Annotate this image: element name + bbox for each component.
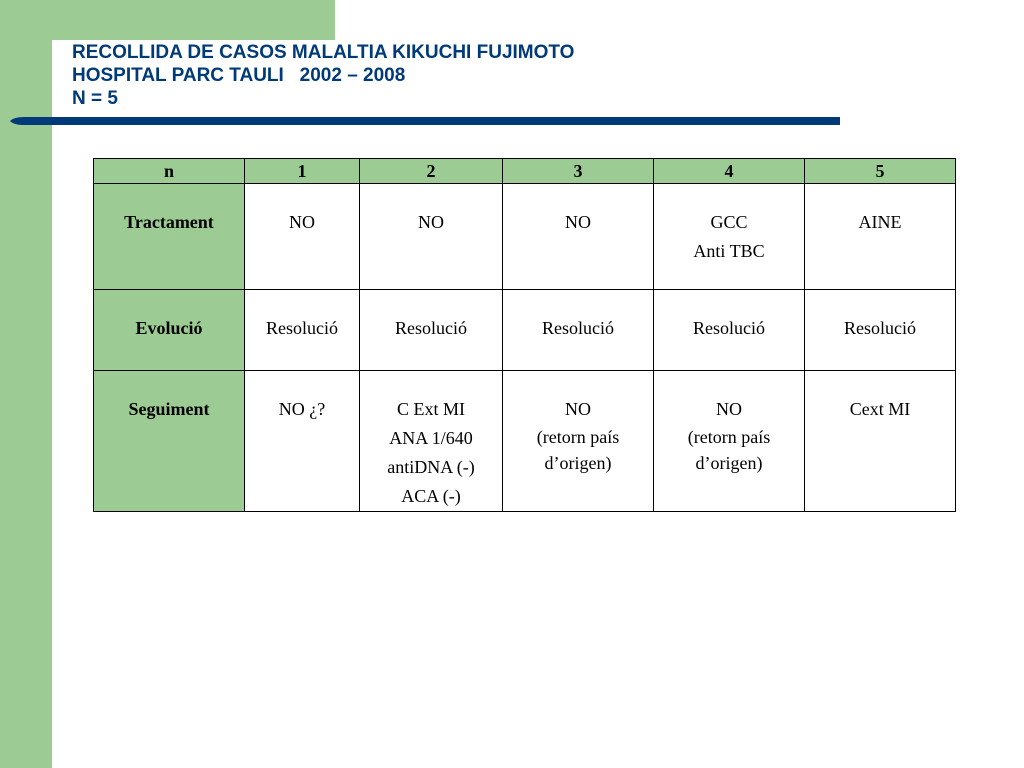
row-label-evolucio (94, 290, 245, 371)
table-row-evolucio (94, 290, 956, 371)
row-label-text: Evolució (135, 318, 203, 338)
table-cell (360, 290, 503, 371)
cell-line: antiDNA (-) (387, 457, 475, 477)
table-cell (654, 184, 805, 290)
table-cell (245, 290, 360, 371)
cell-line: Resolució (844, 318, 916, 338)
cell-line: NO (565, 212, 591, 232)
table-cell (360, 184, 503, 290)
cell-line: NO ¿? (278, 399, 326, 419)
table-cell (503, 184, 654, 290)
table-cell (360, 371, 503, 512)
cases-table (93, 158, 956, 512)
cell-line: (retorn país (687, 427, 771, 447)
title-line-3: N = 5 (72, 88, 118, 109)
title-line-1: RECOLLIDA DE CASOS MALALTIA KIKUCHI FUJIMOTO (72, 42, 575, 63)
table-cell (245, 184, 360, 290)
cell-line: NO (716, 399, 742, 419)
table-cell (654, 290, 805, 371)
top-accent-bar (52, 0, 335, 40)
row-label-tractament (94, 184, 245, 290)
title-divider (10, 117, 840, 125)
cell-line: Resolució (395, 318, 467, 338)
cell-line: ANA 1/640 (389, 428, 473, 448)
table-cell (503, 290, 654, 371)
cell-line: Anti TBC (693, 241, 765, 261)
cell-line: Resolució (266, 318, 338, 338)
cell-line: d’origen) (544, 453, 612, 473)
cell-line: AINE (858, 212, 902, 232)
row-label-text: Tractament (124, 212, 214, 232)
cell-line: ACA (-) (401, 486, 461, 506)
cell-line: GCC (710, 212, 748, 232)
cell-line: NO (418, 212, 444, 232)
cell-line: (retorn país (536, 427, 620, 447)
cell-line: Resolució (693, 318, 765, 338)
table-row-tractament (94, 184, 956, 290)
header-cell: 2 (360, 159, 503, 184)
row-label-text: Seguiment (128, 399, 210, 419)
header-cell: 1 (245, 159, 360, 184)
table-cell (503, 371, 654, 512)
header-cell: 3 (503, 159, 654, 184)
table-row-seguiment (94, 371, 956, 512)
table-cell (805, 290, 956, 371)
table-cell (805, 371, 956, 512)
cell-line: NO (565, 399, 591, 419)
table-cell (654, 371, 805, 512)
table-header-row (94, 159, 956, 184)
cell-line: Cext MI (849, 399, 911, 419)
header-cell: 5 (805, 159, 956, 184)
slide-title (72, 41, 832, 110)
table-cell (805, 184, 956, 290)
header-cell: n (94, 159, 245, 184)
left-accent-bar (0, 0, 52, 768)
title-line-2: HOSPITAL PARC TAULI 2002 – 2008 (72, 65, 406, 86)
cell-line: NO (289, 212, 315, 232)
cell-line: Resolució (542, 318, 614, 338)
cell-line: d’origen) (695, 453, 763, 473)
header-cell: 4 (654, 159, 805, 184)
row-label-seguiment (94, 371, 245, 512)
cell-line: C Ext MI (396, 399, 465, 419)
table-cell (245, 371, 360, 512)
